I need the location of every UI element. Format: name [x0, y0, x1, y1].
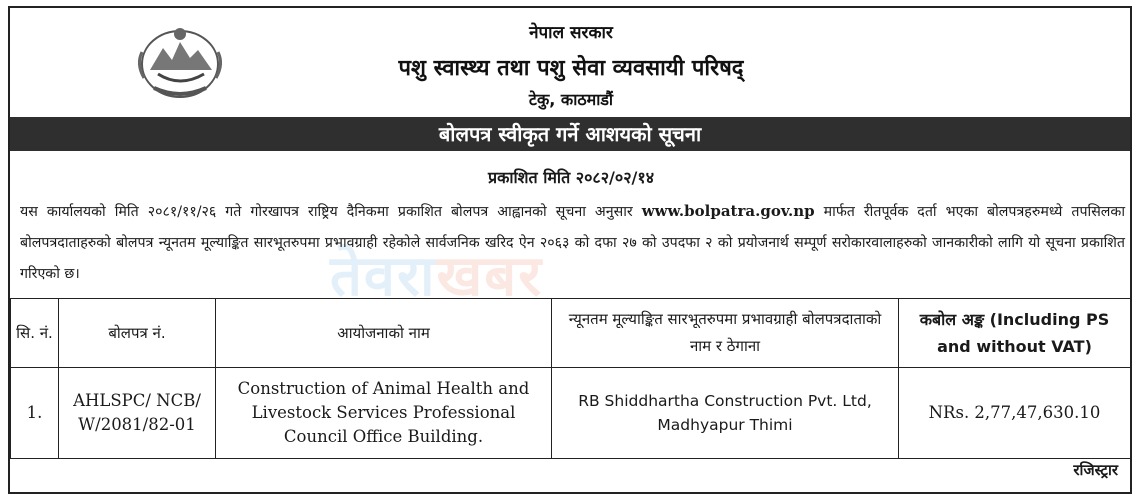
published-date: प्रकाशित मिति २०८२/०२/१४: [487, 168, 655, 187]
council-name: पशु स्वास्थ्य तथा पशु सेवा व्यवसायी परिषद्: [398, 56, 744, 81]
watermark-part-2: खबर: [436, 244, 544, 309]
header-project: आयोजनाको नाम: [216, 299, 552, 368]
header-amount: कबोल अङ्क (Including PS and without VAT): [899, 299, 1131, 368]
registrar-signature: रजिस्ट्रार: [1073, 461, 1118, 479]
council-location: टेकु, काठमाडौं: [528, 90, 614, 109]
cell-bid-no: AHLSPC/ NCB/ W/2081/82-01: [59, 368, 216, 459]
award-table: [10, 298, 1131, 459]
table-row: [11, 368, 1131, 459]
table-header-row: [11, 299, 1131, 368]
cell-project: Construction of Animal Health and Livestock Services Professional Council Office Building.: [216, 368, 552, 459]
notice-title-banner: बोलपत्र स्वीकृत गर्ने आशयको सूचना: [10, 117, 1130, 151]
header-serial: सि. नं.: [11, 299, 59, 368]
website-link[interactable]: www.bolpatra.gov.np: [641, 202, 815, 220]
notice-body-part-1: यस कार्यालयको मिति २०८१/११/२६ गते गोरखापत्र राष्ट्रिय दैनिकमा प्रकाशित बोलपत्र आह्वानको सूचना अनुसार: [20, 204, 642, 220]
notice-body-part-2: मार्फत रीतपूर्वक दर्ता भएका बोलपत्रहरुमध्ये तपसिलका बोलपत्रदाताहरुको बोलपत्र न्यूनतम मूल्याङ्कित सारभूतरुपमा प्रभावग्राही रहेकोले सार्वजनिक खरिद ऐन २०६३ को दफा २७ को उपदफा २ को प्रयोजनार्थ सम्पूर्ण सरोकारवालाहरुको जानकारीको लागि यो सूचना प्रकाशित गरिएको छ।: [20, 204, 1125, 282]
government-title: नेपाल सरकार: [529, 23, 613, 43]
cell-amount: NRs. 2,77,47,630.10: [899, 368, 1131, 459]
header-bidder: न्यूनतम मूल्याङ्कित सारभूतरुपमा प्रभावग्राही बोलपत्रदाताको नाम र ठेगाना: [552, 299, 899, 368]
watermark-part-1: तेवरा: [330, 244, 437, 309]
notice-body: [20, 196, 1125, 290]
header-bid-no: बोलपत्र नं.: [59, 299, 216, 368]
cell-serial: 1.: [11, 368, 59, 459]
cell-bidder: RB Shiddhartha Construction Pvt. Ltd, Madhyapur Thimi: [552, 368, 899, 459]
